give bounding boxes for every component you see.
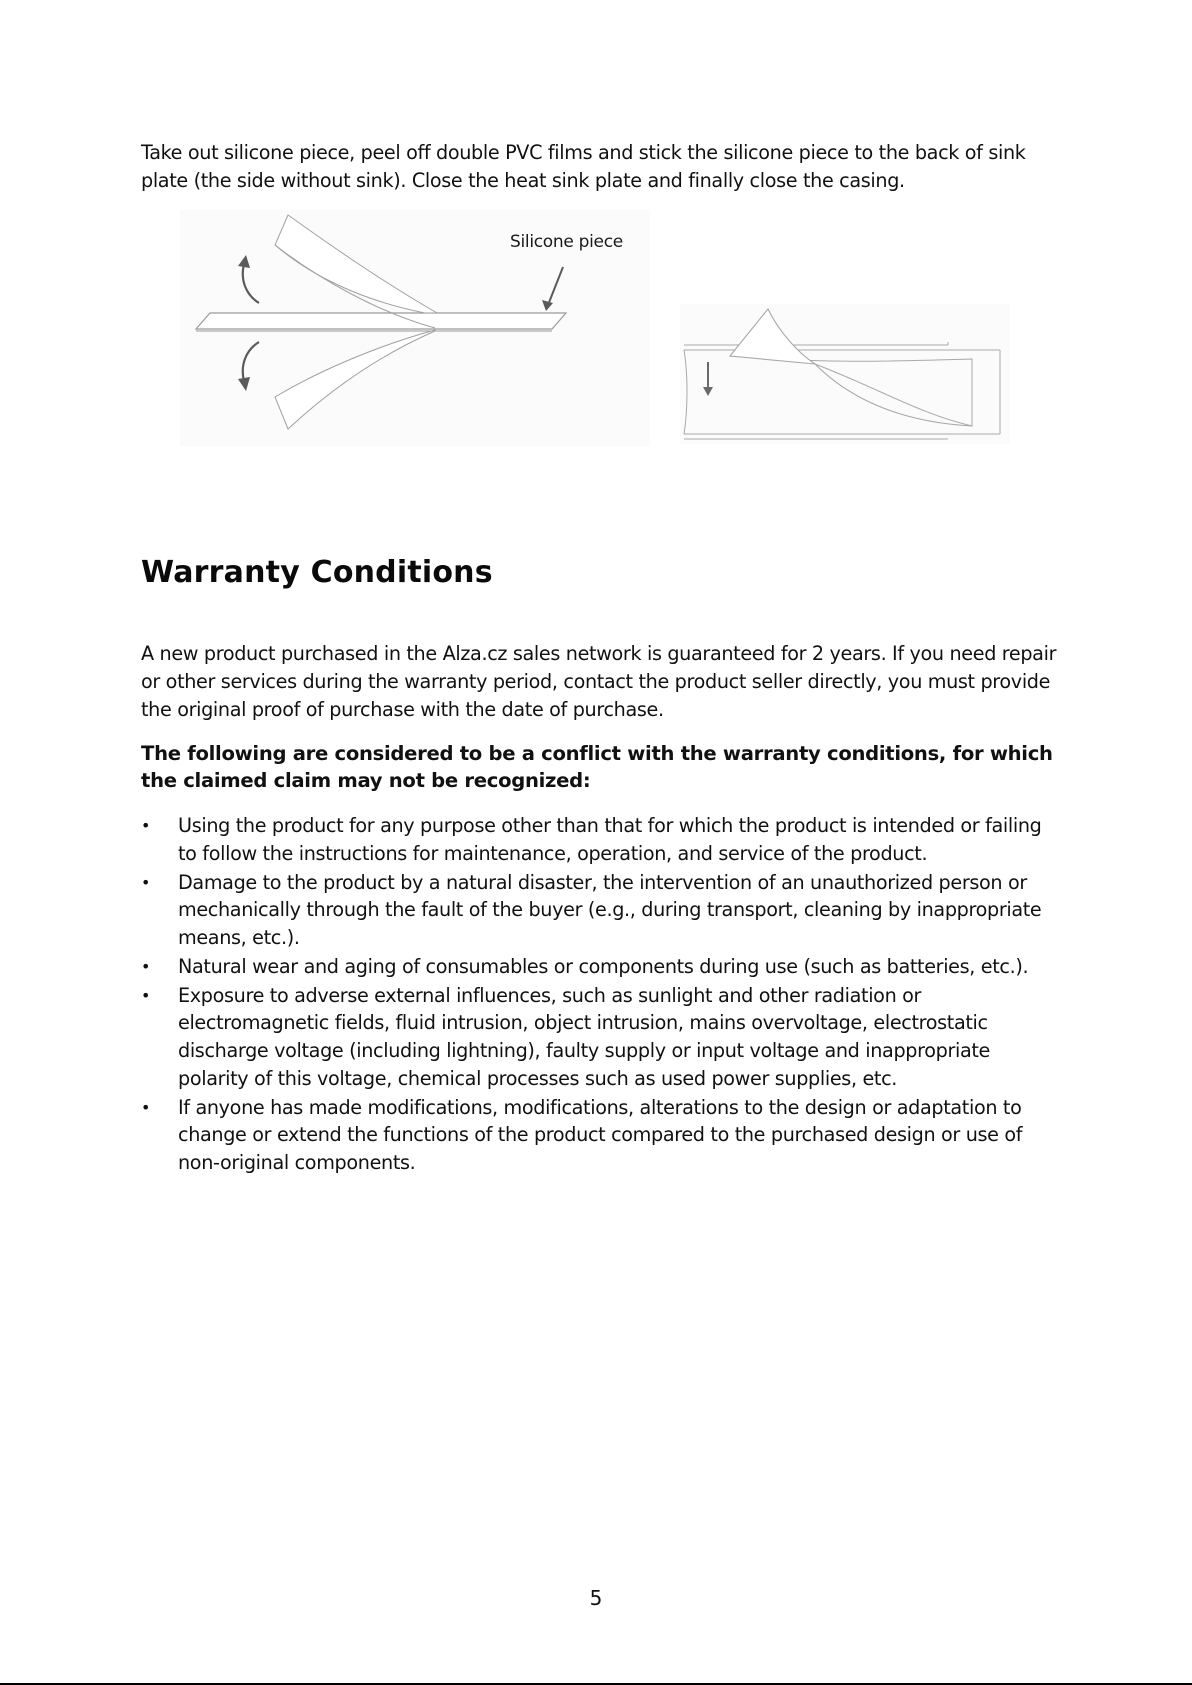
bullet-icon: • [141, 816, 151, 835]
apply-silicone-illustration [680, 304, 1010, 444]
bullet-icon: • [141, 985, 151, 1005]
curved-arrow-down-icon [238, 342, 259, 391]
curved-arrow-up-icon [238, 255, 259, 303]
figure-apply-silicone [680, 304, 1010, 444]
intro-paragraph: Take out silicone piece, peel off double PVC films and stick the silicone piece to the back of sink plate (the side without sink). Close the heat sink plate and finally close the casing. [141, 141, 1026, 192]
bullet-icon: • [141, 1097, 151, 1117]
bullet-icon: • [141, 956, 151, 976]
list-item [141, 1094, 1061, 1177]
warranty-conditions-list [141, 812, 1061, 1178]
condition-text: Natural wear and aging of consumables or components during use (such as batteries, etc.). [178, 954, 1029, 978]
figure-peel-films [180, 210, 650, 446]
list-item [141, 953, 1061, 981]
page-number: 5 [589, 1586, 603, 1610]
condition-text: Damage to the product by a natural disaster, the intervention of an unauthorized person or mechanically through the fault of the buyer (e.g., during transport, cleaning by inappropriate means, etc.). [178, 870, 1042, 949]
warranty-section-title: Warranty Conditions [141, 555, 493, 590]
list-item [141, 869, 1061, 952]
silicone-piece-label: Silicone piece [510, 232, 623, 252]
list-item [141, 982, 1061, 1092]
list-item [141, 812, 1061, 867]
warranty-paragraph: A new product purchased in the Alza.cz sales network is guaranteed for 2 years. If you need repair or other services during the warranty period, contact the product seller directly, you must provide the original proof of purchase with the date of purchase. [141, 642, 1057, 721]
warranty-conflict-heading: The following are considered to be a conflict with the warranty conditions, for which the claimed claim may not be recognized: [141, 742, 1053, 792]
pointer-arrow-icon [542, 267, 563, 311]
condition-text: Using the product for any purpose other than that for which the product is intended or failing to follow the instructions for maintenance, operation, and service of the product. [178, 814, 1042, 865]
condition-text: If anyone has made modifications, modifications, alterations to the design or adaptation to change or extend the functions of the product compared to the purchased design or use of non-original components. [178, 1095, 1023, 1174]
condition-text: Exposure to adverse external influences, such as sunlight and other radiation or electromagnetic fields, fluid intrusion, object intrusion, mains overvoltage, electrostatic discharge voltage (including lightning), faulty supply or input voltage and inappropriate polarity of this voltage, chemical processes such as used power supplies, etc. [178, 983, 991, 1090]
bullet-icon: • [141, 872, 151, 892]
arrow-down-icon [703, 362, 713, 396]
